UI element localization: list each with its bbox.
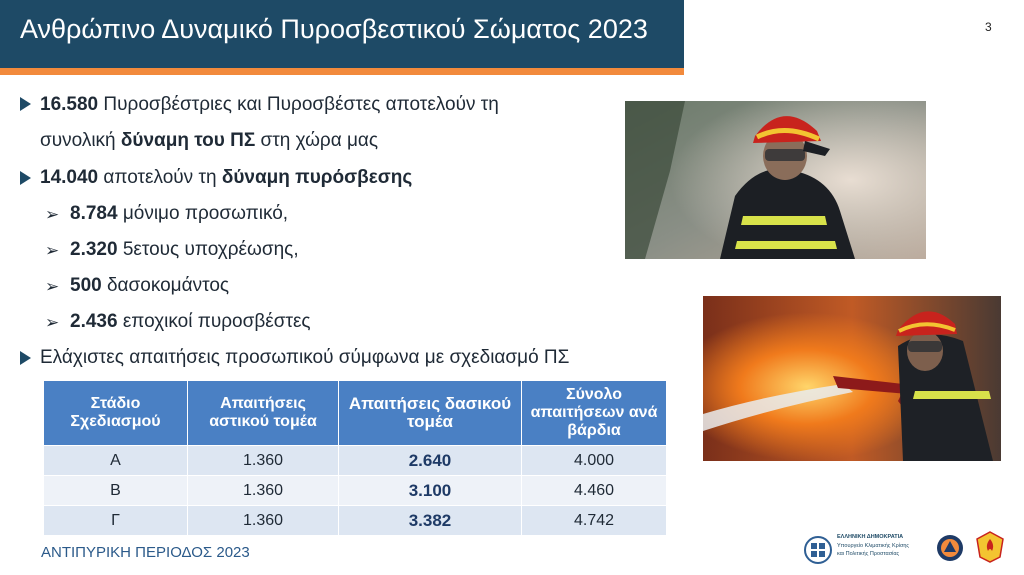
requirements-table — [43, 380, 667, 536]
bullet-text: Πυροσβέστριες και Πυροσβέστες αποτελούν τη — [98, 94, 499, 115]
sub-bullet-commandos: 500 δασοκομάντος — [70, 275, 230, 296]
table-cell: 2.640 — [339, 446, 522, 476]
ministry-logo: ΕΛΛΗΝΙΚΗ ΔΗΜΟΚΡΑΤΙΑ Υπουργείο Κλιματικής Κρίσης και Πολιτικής Προστασίας — [803, 533, 933, 567]
table-cell: Α — [44, 446, 188, 476]
firefighter-photo-flames — [703, 296, 1001, 461]
page-title: Ανθρώπινο Δυναμικό Πυροσβεστικού Σώματος 2023 — [20, 14, 648, 44]
column-header: Απαιτήσεις αστικού τομέα — [188, 381, 339, 446]
table-cell: 4.742 — [522, 506, 667, 536]
bullet-total-force — [40, 94, 499, 116]
bullet-total-force-line2: συνολική δύναμη του ΠΣ στη χώρα μας — [40, 130, 379, 151]
table-row — [44, 446, 667, 476]
title-bar — [0, 0, 684, 68]
firefighting-force-count: 14.040 — [40, 167, 99, 188]
greek-emblem-icon — [803, 535, 833, 565]
table-cell: 4.000 — [522, 446, 667, 476]
column-header: Απαιτήσεις δασικού τομέα — [339, 381, 522, 446]
firefighter-photo-forest — [625, 101, 926, 259]
arrow-bullet-icon: ➢ — [45, 205, 60, 224]
bullet-marker-icon — [20, 171, 31, 185]
table-cell: 4.460 — [522, 476, 667, 506]
sub-bullet-five-year: 2.320 5ετους υποχρέωσης, — [70, 239, 299, 260]
table-cell: 1.360 — [188, 506, 339, 536]
column-header: Σύνολο απαιτήσεων ανά βάρδια — [522, 381, 667, 446]
footer-period-label: ΑΝΤΙΠΥΡΙΚΗ ΠΕΡΙΟΔΟΣ 2023 — [41, 544, 250, 561]
column-header: Στάδιο Σχεδιασμού — [44, 381, 188, 446]
bullet-marker-icon — [20, 351, 31, 365]
table-row — [44, 506, 667, 536]
arrow-bullet-icon: ➢ — [45, 313, 60, 332]
bullet-firefighting-force: 14.040 αποτελούν τη δύναμη πυρόσβεσης — [40, 167, 413, 188]
bullet-min-requirements: Ελάχιστες απαιτήσεις προσωπικού σύμφωνα με σχεδιασμό ΠΣ — [40, 347, 570, 368]
table-cell: Β — [44, 476, 188, 506]
table-cell: 3.100 — [339, 476, 522, 506]
sub-bullet-seasonal: 2.436 εποχικοί πυροσβέστες — [70, 311, 311, 332]
table-header-row — [44, 381, 667, 446]
civil-protection-logo-icon — [936, 534, 964, 562]
total-force-count: 16.580 — [40, 94, 99, 115]
table-cell: 3.382 — [339, 506, 522, 536]
fire-service-logo-icon — [975, 531, 1005, 563]
arrow-bullet-icon: ➢ — [45, 277, 60, 296]
sub-bullet-permanent: 8.784 μόνιμο προσωπικό, — [70, 203, 289, 224]
title-underline — [0, 68, 684, 75]
table-row — [44, 476, 667, 506]
table-cell: Γ — [44, 506, 188, 536]
arrow-bullet-icon: ➢ — [45, 241, 60, 260]
table-cell: 1.360 — [188, 476, 339, 506]
page-number: 3 — [985, 20, 992, 34]
bullet-marker-icon — [20, 97, 31, 111]
table-cell: 1.360 — [188, 446, 339, 476]
